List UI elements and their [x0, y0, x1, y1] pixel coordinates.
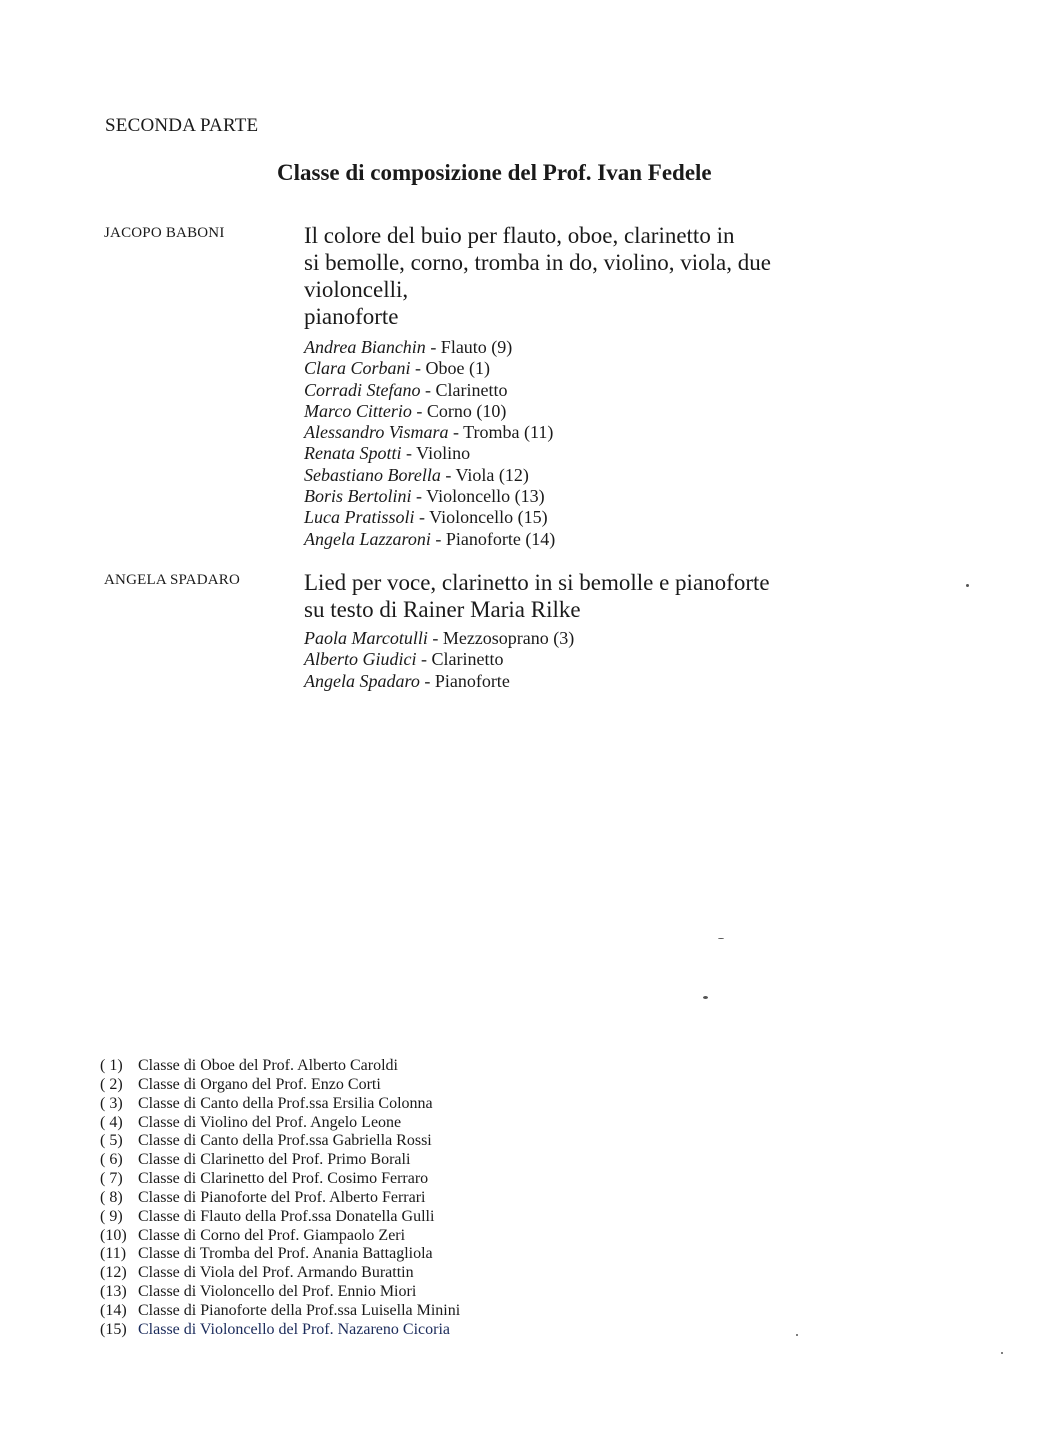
- footnote-number: (14): [100, 1301, 127, 1319]
- performer-name: Alessandro Vismara: [304, 422, 449, 443]
- performer-role: - Pianoforte (14): [430, 528, 556, 549]
- footnote-number: (12): [100, 1264, 127, 1282]
- performer-name: Renata Spotti: [304, 443, 402, 464]
- performer-item: [304, 443, 555, 464]
- footnote-text: Classe di Canto della Prof.ssa Gabriella Rossi: [138, 1132, 432, 1150]
- performer-item: [304, 529, 555, 550]
- footnote: [100, 1057, 460, 1076]
- footnote: [100, 1245, 460, 1264]
- performer-role: - Corno (10): [411, 400, 507, 421]
- work-title-line: Il colore del buio per flauto, oboe, clarinetto in: [304, 223, 735, 248]
- performer-item: [304, 507, 555, 528]
- footnote-text: Classe di Flauto della Prof.ssa Donatella Gulli: [138, 1207, 435, 1225]
- work-title-line: si bemolle, corno, tromba in do, violino, viola, due: [304, 250, 771, 275]
- footnote-text: Classe di Violoncello del Prof. Ennio Miori: [138, 1283, 417, 1301]
- work-title-line: violoncelli,: [304, 277, 409, 302]
- footnote: [100, 1170, 460, 1189]
- footnote-text: Classe di Canto della Prof.ssa Ersilia Colonna: [138, 1094, 433, 1112]
- footnote-text: Classe di Corno del Prof. Giampaolo Zeri: [138, 1226, 406, 1244]
- performer-item: [304, 380, 555, 401]
- performer-name: Angela Spadaro: [304, 670, 420, 691]
- part-label: SECONDA PARTE: [105, 115, 259, 136]
- footnote: [100, 1132, 460, 1151]
- work-title: [304, 222, 771, 330]
- work-title-line: pianoforte: [304, 304, 399, 329]
- footnote-number: (10): [100, 1226, 127, 1244]
- performer-role: - Flauto (9): [425, 337, 513, 357]
- performer-item: [304, 486, 555, 507]
- footnote: [100, 1208, 460, 1227]
- performer-role: - Viola (12): [440, 464, 529, 485]
- footnote: [100, 1151, 460, 1170]
- footnote: [100, 1076, 460, 1095]
- performer-list: [304, 337, 555, 550]
- performer-role: - Tromba (11): [448, 422, 554, 443]
- performer-role: - Violino: [401, 443, 471, 464]
- performer-name: Alberto Giudici: [304, 649, 417, 670]
- footnote-text: Classe di Pianoforte della Prof.ssa Luisella Minini: [138, 1301, 461, 1319]
- performer-role: - Clarinetto: [420, 379, 508, 400]
- performer-item: [304, 465, 555, 486]
- footnote-number: ( 5): [100, 1132, 123, 1150]
- scan-speck: [1001, 1352, 1003, 1354]
- performer-name: Paola Marcotulli: [304, 628, 428, 648]
- footnote-number: (11): [100, 1245, 127, 1263]
- scan-speck: [796, 1334, 798, 1336]
- class-title: Classe di composizione del Prof. Ivan Fedele: [277, 160, 712, 185]
- performer-item: [304, 422, 555, 443]
- performer-role: - Mezzosoprano (3): [427, 628, 575, 648]
- footnote-number: ( 2): [100, 1075, 123, 1093]
- footnote: [100, 1283, 460, 1302]
- performer-item: [304, 337, 555, 358]
- footnote-text: Classe di Clarinetto del Prof. Primo Borali: [138, 1151, 411, 1169]
- footnotes: [100, 1057, 460, 1340]
- footnote-number: ( 4): [100, 1113, 123, 1131]
- footnote-text: Classe di Violoncello del Prof. Nazareno Cicoria: [138, 1320, 450, 1338]
- performer-role: - Violoncello (15): [414, 507, 548, 528]
- footnote: [100, 1227, 460, 1246]
- footnote-number: ( 3): [100, 1094, 123, 1112]
- work-title-line: su testo di Rainer Maria Rilke: [304, 597, 581, 622]
- footnote-text: Classe di Oboe del Prof. Alberto Caroldi: [138, 1057, 398, 1074]
- footnote-text: Classe di Organo del Prof. Enzo Corti: [138, 1075, 381, 1093]
- performer-item: [304, 358, 555, 379]
- performer-item: [304, 649, 574, 670]
- footnote-number: ( 1): [100, 1057, 123, 1074]
- performer-role: - Pianoforte: [419, 670, 510, 691]
- work-title-line: Lied per voce, clarinetto in si bemolle e pianoforte: [304, 570, 770, 595]
- footnote-text: Classe di Tromba del Prof. Anania Battagliola: [138, 1245, 433, 1263]
- footnote-number: (15): [100, 1320, 127, 1338]
- scan-speck: [718, 938, 724, 939]
- performer-name: Luca Pratissoli: [304, 507, 415, 528]
- composer-name: JACOPO BABONI: [104, 225, 225, 241]
- performer-item: [304, 401, 555, 422]
- footnote: [100, 1321, 460, 1340]
- performer-name: Boris Bertolini: [304, 486, 412, 507]
- performer-role: - Oboe (1): [410, 358, 491, 379]
- scan-speck: [703, 996, 708, 999]
- footnote-number: ( 8): [100, 1188, 123, 1206]
- footnote-number: (13): [100, 1283, 127, 1301]
- footnote: [100, 1264, 460, 1283]
- footnote-text: Classe di Viola del Prof. Armando Burattin: [138, 1264, 414, 1282]
- footnote: [100, 1095, 460, 1114]
- footnote-text: Classe di Clarinetto del Prof. Cosimo Ferraro: [138, 1170, 429, 1188]
- scan-speck: [966, 584, 969, 587]
- performer-item: [304, 671, 574, 692]
- performer-name: Angela Lazzaroni: [304, 528, 431, 549]
- footnote-number: ( 6): [100, 1151, 123, 1169]
- performer-name: Corradi Stefano: [304, 379, 421, 400]
- composer-name: ANGELA SPADARO: [104, 572, 241, 588]
- work-title: [304, 569, 770, 623]
- footnote-number: ( 7): [100, 1170, 123, 1188]
- performer-name: Andrea Bianchin: [304, 337, 426, 357]
- performer-role: - Violoncello (13): [411, 486, 545, 507]
- performer-list: [304, 628, 574, 692]
- performer-name: Marco Citterio: [304, 400, 412, 421]
- performer-item: [304, 628, 574, 649]
- footnote: [100, 1302, 460, 1321]
- footnote: [100, 1114, 460, 1133]
- performer-name: Clara Corbani: [304, 358, 411, 379]
- footnote-text: Classe di Pianoforte del Prof. Alberto Ferrari: [138, 1188, 426, 1206]
- footnote: [100, 1189, 460, 1208]
- footnote-number: ( 9): [100, 1207, 123, 1225]
- footnote-text: Classe di Violino del Prof. Angelo Leone: [138, 1113, 402, 1131]
- performer-name: Sebastiano Borella: [304, 464, 441, 485]
- performer-role: - Clarinetto: [416, 649, 504, 670]
